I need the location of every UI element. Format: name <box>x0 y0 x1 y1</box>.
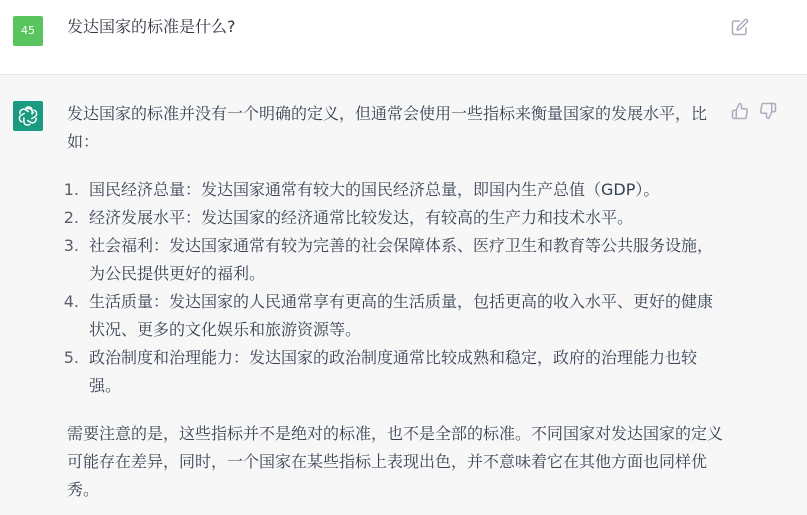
list-item-text: 国民经济总量：发达国家通常有较大的国民经济总量，即国内生产总值（GDP）。 <box>89 180 660 199</box>
list-item <box>63 288 727 344</box>
answer-intro: 发达国家的标准并没有一个明确的定义，但通常会使用一些指标来衡量国家的发展水平，比如： <box>67 104 708 151</box>
thumb-up-icon[interactable] <box>731 102 749 120</box>
list-number: 4. <box>63 292 79 311</box>
list-number: 2. <box>63 208 79 227</box>
list-number: 1. <box>63 180 79 199</box>
criteria-list <box>63 176 727 400</box>
list-item <box>63 176 727 204</box>
list-item <box>63 204 727 232</box>
user-avatar: 45 <box>13 16 43 46</box>
list-item <box>63 232 727 288</box>
user-message-row <box>0 0 807 75</box>
list-item-text: 政治制度和治理能力：发达国家的政治制度通常比较成熟和稳定，政府的治理能力也较强。 <box>89 348 698 395</box>
list-number: 5. <box>63 348 79 367</box>
answer-closing: 需要注意的是，这些指标并不是绝对的标准，也不是全部的标准。不同国家对发达国家的定义可能存在差异，同时，一个国家在某些指标上表现出色，并不意味着它在其他方面也同样优秀。 <box>67 424 724 499</box>
list-item <box>63 344 727 400</box>
list-item-text: 经济发展水平：发达国家的经济通常比较发达，有较高的生产力和技术水平。 <box>89 208 634 227</box>
thumb-down-icon[interactable] <box>759 102 777 120</box>
chatgpt-logo-icon <box>13 101 43 131</box>
assistant-message-text <box>63 100 727 504</box>
edit-icon[interactable] <box>731 18 749 36</box>
user-message-text: 发达国家的标准是什么? <box>67 17 236 36</box>
list-item-text: 社会福利：发达国家通常有较为完善的社会保障体系、医疗卫生和教育等公共服务设施，为公民提供更好的福利。 <box>89 236 714 283</box>
list-item-text: 生活质量：发达国家的人民通常享有更高的生活质量，包括更高的收入水平、更好的健康状况、更多的文化娱乐和旅游资源等。 <box>89 292 714 339</box>
assistant-message-row <box>0 75 807 515</box>
list-number: 3. <box>63 236 79 255</box>
